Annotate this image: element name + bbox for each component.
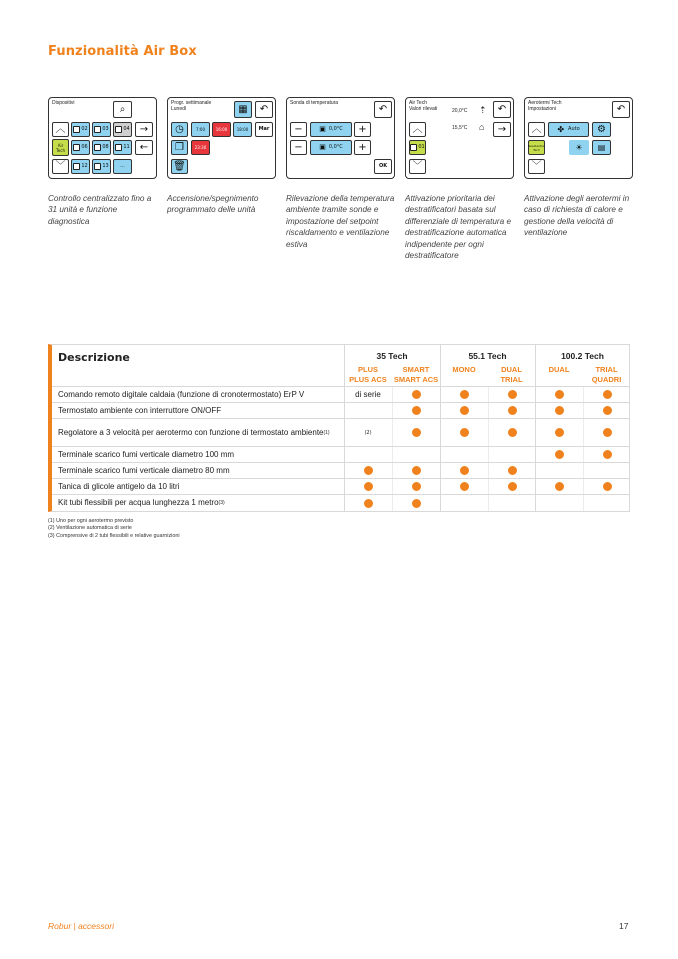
- device-button[interactable]: 02: [71, 122, 90, 137]
- available-dot: [603, 482, 612, 491]
- available-dot: [555, 428, 564, 437]
- heater-icon: [410, 144, 417, 151]
- available-dot: [412, 428, 421, 437]
- footer-brand: Robur | accessori: [48, 921, 114, 931]
- table-row: [52, 387, 629, 403]
- back-button[interactable]: [612, 101, 630, 118]
- available-dot: [460, 482, 469, 491]
- table-cell: [488, 387, 536, 402]
- setpoint-value: ▣ 0,0°C: [310, 122, 352, 137]
- screen-weekly-program: [167, 97, 276, 179]
- screen-temperature-probe: [286, 97, 395, 179]
- back-button[interactable]: [493, 101, 511, 118]
- table-cell: [392, 403, 440, 418]
- calendar-button[interactable]: [234, 101, 252, 118]
- screen-title: Dispositivi: [52, 100, 75, 106]
- device-button[interactable]: 13: [92, 159, 111, 174]
- table-cell: [392, 419, 440, 446]
- forward-button[interactable]: [493, 122, 511, 137]
- heater-sun-icon: ☀: [575, 142, 583, 152]
- available-dot: [508, 406, 517, 415]
- group-header: 55.1 Tech: [468, 351, 507, 361]
- heater-icon: [94, 126, 101, 133]
- arrow-right-icon: →: [139, 123, 149, 135]
- accessories-table: [48, 344, 630, 512]
- table-cell: [344, 387, 392, 402]
- table-cell: [535, 495, 583, 511]
- row-description: Terminale scarico fumi verticale diametro 80 mm: [58, 465, 230, 475]
- table-cell: [344, 447, 392, 462]
- chevron-up-icon: ︿: [531, 123, 542, 135]
- cell-text: di serie: [355, 390, 381, 399]
- fan-icon: ✤: [557, 124, 565, 134]
- available-dot: [412, 482, 421, 491]
- chevron-down-icon: ﹀: [531, 160, 542, 172]
- temperature-reading: 15,5°C: [452, 125, 468, 131]
- time-slot[interactable]: 16:00: [212, 122, 231, 137]
- fan-heater-icon: ▣: [319, 143, 326, 151]
- settings-button[interactable]: [592, 122, 611, 137]
- undo-icon: ↶: [259, 103, 269, 115]
- available-dot: [508, 466, 517, 475]
- heater-icon: [73, 163, 80, 170]
- table-cell: [535, 447, 583, 462]
- scroll-down-button[interactable]: [409, 159, 426, 174]
- increase-button[interactable]: [354, 122, 371, 137]
- screen-air-tech-values: [405, 97, 514, 179]
- screen-title: Progr. settimanale Lunedì: [171, 100, 212, 112]
- caption: Attivazione prioritaria dei destratificatori basata sul differenziale di temperatura e destratificazione automatica indipendente per ogni destratificatore: [405, 194, 512, 261]
- time-slot[interactable]: 18:00: [233, 122, 252, 137]
- table-cell: [440, 463, 488, 478]
- table-row: [52, 479, 629, 495]
- model-header: SMART SMART ACS: [393, 365, 439, 384]
- screen-heaters-settings: [524, 97, 633, 179]
- table-cell: [392, 387, 440, 402]
- time-slot[interactable]: 23:30: [191, 140, 210, 155]
- scroll-down-button[interactable]: [52, 159, 69, 174]
- footnote: (2) Ventilazione automatica di serie: [48, 525, 132, 532]
- device-button[interactable]: 12: [71, 159, 90, 174]
- table-cell: [535, 419, 583, 446]
- row-description: Regolatore a 3 velocità per aerotermo con funzione di termostato ambiente (1): [58, 427, 330, 437]
- arrow-left-icon: ←: [139, 141, 149, 153]
- table-cell: [440, 387, 488, 402]
- thermometer-icon: ▣: [319, 125, 326, 133]
- table-row: [52, 495, 629, 511]
- cell-text: (2): [364, 429, 372, 436]
- trash-icon: 🗑: [173, 160, 186, 172]
- add-time-button[interactable]: [171, 122, 188, 137]
- undo-icon: ↶: [616, 103, 626, 115]
- device-button[interactable]: 06: [71, 140, 90, 155]
- available-dot: [460, 428, 469, 437]
- caption: Controllo centralizzato fino a 31 unità e funzione diagnostica: [48, 194, 152, 226]
- heater-icon: [115, 144, 122, 151]
- heater-icon: [115, 126, 122, 133]
- table-cell: [392, 495, 440, 511]
- fan-speed-button[interactable]: ✤ Auto: [548, 122, 589, 137]
- scroll-up-button[interactable]: [528, 122, 545, 137]
- undo-icon: ↶: [497, 103, 507, 115]
- table-cell: [583, 495, 631, 511]
- footnotes: [48, 518, 180, 540]
- table-cell: [344, 419, 392, 446]
- table-cell: [535, 387, 583, 402]
- available-dot: [460, 406, 469, 415]
- table-cell: [535, 463, 583, 478]
- caption: Attivazione degli aerotermi in caso di richiesta di calore e gestione della velocità di ventilazione: [524, 194, 630, 238]
- heater-icon: [94, 144, 101, 151]
- screen-title: Air Tech Valori rilevati: [409, 100, 438, 112]
- table-cell: [583, 387, 631, 402]
- scroll-down-button[interactable]: [528, 159, 545, 174]
- available-dot: [603, 390, 612, 399]
- row-description: Comando remoto digitale caldaia (funzione di cronotermostato) ErP V: [58, 389, 305, 399]
- decrease-button[interactable]: [290, 140, 307, 155]
- page-title: Funzionalità Air Box: [48, 44, 197, 59]
- copy-icon: ❐: [175, 141, 184, 153]
- available-dot: [555, 450, 564, 459]
- table-row: [52, 447, 629, 463]
- ok-button[interactable]: OK: [374, 159, 392, 174]
- chevron-down-icon: ﹀: [412, 160, 423, 172]
- back-button[interactable]: [374, 101, 392, 118]
- minus-icon: −: [294, 123, 303, 135]
- available-dot: [364, 466, 373, 475]
- screen-title: Sonda di temperatura: [290, 100, 339, 106]
- available-dot: [555, 482, 564, 491]
- setpoint-value: ▣ 0,0°C: [310, 140, 352, 155]
- available-dot: [412, 390, 421, 399]
- row-description: Kit tubi flessibili per acqua lunghezza 1 metro (3): [58, 498, 225, 507]
- footnote-ref: (3): [218, 500, 225, 506]
- heater-icon: [73, 126, 80, 133]
- available-dot: [412, 466, 421, 475]
- table-cell: [392, 447, 440, 462]
- available-dot: [364, 482, 373, 491]
- table-cell: [344, 495, 392, 511]
- device-button[interactable]: 03: [92, 122, 111, 137]
- table-cell: [488, 419, 536, 446]
- arrow-right-icon: →: [497, 123, 507, 135]
- available-dot: [412, 499, 421, 508]
- screen-dispositivi: [48, 97, 157, 179]
- table-cell: [344, 479, 392, 494]
- search-device-button[interactable]: [113, 101, 132, 118]
- back-arrow-button[interactable]: [135, 140, 153, 155]
- available-dot: [460, 466, 469, 475]
- model-header: DUAL TRIAL: [500, 365, 523, 384]
- model-header: DUAL: [548, 365, 570, 374]
- clock-plus-icon: ◷: [175, 123, 184, 135]
- forward-button[interactable]: [135, 122, 153, 137]
- device-button[interactable]: 01: [409, 140, 426, 155]
- table-cell: [583, 403, 631, 418]
- available-dot: [364, 499, 373, 508]
- search-icon: ⌕: [119, 103, 126, 115]
- sensor-high-icon: ⇡: [479, 105, 487, 115]
- heater-icon: [94, 163, 101, 170]
- plus-icon: +: [358, 141, 367, 153]
- table-row: [52, 419, 629, 447]
- more-devices-button[interactable]: ...: [113, 159, 132, 174]
- footnote: (3) Comprensive di 2 tubi flessibili e relative guarnizioni: [48, 532, 180, 539]
- row-description: Terminale scarico fumi verticale diametro 100 mm: [58, 449, 235, 459]
- table-header-description: Descrizione: [58, 351, 130, 364]
- table-cell: [440, 447, 488, 462]
- table-cell: [344, 403, 392, 418]
- table-cell: [583, 419, 631, 446]
- available-dot: [603, 450, 612, 459]
- available-dot: [508, 428, 517, 437]
- chevron-up-icon: ︿: [55, 123, 66, 135]
- scroll-up-button[interactable]: [52, 122, 69, 137]
- table-cell: [488, 447, 536, 462]
- chevron-up-icon: ︿: [412, 123, 423, 135]
- heater-mode-button[interactable]: [569, 140, 589, 155]
- table-cell: [535, 403, 583, 418]
- document-icon: ▤: [597, 142, 606, 152]
- undo-icon: ↶: [378, 103, 388, 115]
- table-cell: [535, 479, 583, 494]
- table-cell: [392, 479, 440, 494]
- delete-button[interactable]: [171, 159, 188, 174]
- device-button[interactable]: 04: [113, 122, 132, 137]
- available-dot: [555, 390, 564, 399]
- model-header: MONO: [452, 365, 476, 374]
- device-button[interactable]: 11: [113, 140, 132, 155]
- sensor-low-icon: ⌂: [479, 122, 485, 132]
- time-slot[interactable]: 7:00: [191, 122, 210, 137]
- table-row: [52, 403, 629, 419]
- table-cell: [440, 479, 488, 494]
- mode-button[interactable]: Residential Tech: [528, 140, 545, 155]
- table-cell: [488, 403, 536, 418]
- row-description: Termostato ambiente con interruttore ON/OFF: [58, 405, 222, 415]
- footnote-ref: (1): [323, 429, 330, 436]
- group-header: 100.2 Tech: [561, 351, 604, 361]
- caption: Accensione/spegnimento programmato delle unità: [167, 194, 259, 215]
- table-cell: [440, 419, 488, 446]
- table-cell: [344, 463, 392, 478]
- plus-icon: +: [358, 123, 367, 135]
- table-body: [52, 387, 629, 511]
- calendar-icon: ▦: [238, 103, 248, 115]
- gear-icon: ⚙: [597, 123, 606, 135]
- footnote: (1) Uno per ogni aerotermo previsto: [48, 518, 134, 524]
- caption: Rilevazione della temperatura ambiente tramite sonde e impostazione del setpoint riscaldamento e ventilazione estiva: [286, 194, 395, 249]
- table-cell: [488, 463, 536, 478]
- table-cell: [583, 479, 631, 494]
- info-button[interactable]: [592, 140, 611, 155]
- available-dot: [603, 428, 612, 437]
- table-cell: [440, 403, 488, 418]
- table-cell: [583, 463, 631, 478]
- increase-button[interactable]: [354, 140, 371, 155]
- minus-icon: −: [294, 141, 303, 153]
- screen-title: Aerotermi Tech Impostazioni: [528, 100, 562, 112]
- table-cell: [488, 479, 536, 494]
- scroll-up-button[interactable]: [409, 122, 426, 137]
- table-cell: [583, 447, 631, 462]
- decrease-button[interactable]: [290, 122, 307, 137]
- table-cell: [392, 463, 440, 478]
- temperature-reading: 20,0°C: [452, 108, 468, 114]
- page-number: 17: [619, 921, 629, 931]
- model-header: TRIAL QUADRI: [591, 365, 622, 384]
- table-row: [52, 463, 629, 479]
- table-cell: [440, 495, 488, 511]
- device-button[interactable]: 08: [92, 140, 111, 155]
- available-dot: [508, 482, 517, 491]
- back-button[interactable]: [255, 101, 273, 118]
- available-dot: [603, 406, 612, 415]
- next-day-button[interactable]: Mar: [255, 122, 273, 137]
- table-cell: [488, 495, 536, 511]
- chevron-down-icon: ﹀: [55, 160, 66, 172]
- available-dot: [555, 406, 564, 415]
- air-tech-button[interactable]: Air Tech: [52, 139, 69, 156]
- model-header: PLUS PLUS ACS: [349, 365, 387, 384]
- available-dot: [508, 390, 517, 399]
- available-dot: [460, 390, 469, 399]
- heater-icon: [73, 144, 80, 151]
- copy-button[interactable]: [171, 140, 188, 155]
- row-description: Tanica di glicole antigelo da 10 litri: [58, 481, 180, 491]
- table-header-row: [52, 345, 629, 387]
- available-dot: [412, 406, 421, 415]
- group-header: 35 Tech: [376, 351, 408, 361]
